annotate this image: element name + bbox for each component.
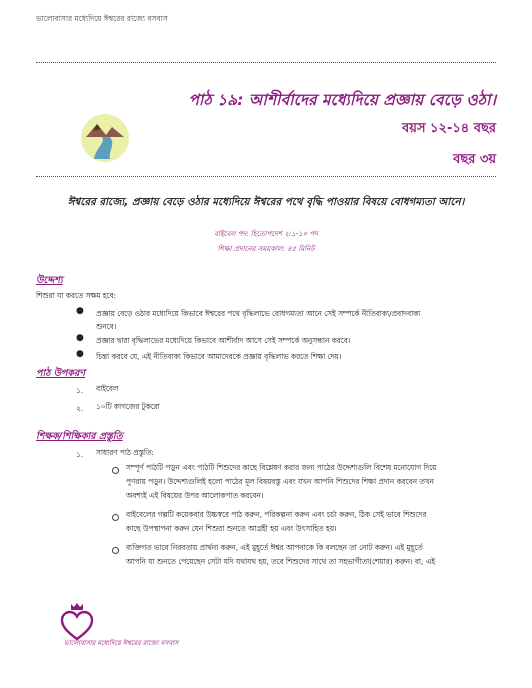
main-idea: ঈশ্বরের রাজ্যে, প্রজ্ঞায় বেড়ে ওঠার মধ্যেদিয়ে ঈশ্বরের পথে বৃদ্ধি পাওয়ার বিষয়ে বোধগম্যতা আনে। xyxy=(67,196,465,208)
objective-item-3: চিন্তা করবে যে, এই নীতিবাক্য কিভাবে আমাদেরকে প্রজ্ঞায় বৃদ্ধিলাভ করতে শিক্ষা দেয়। xyxy=(96,352,342,361)
material-item-1: বাইবেল xyxy=(96,384,119,393)
middle-divider xyxy=(36,176,496,177)
bullet-icon: ● xyxy=(76,349,84,359)
footer-text: ভালোবাসার মধ্যেদিয়ে ঈশ্বরের রাজ্যে বসবাস xyxy=(64,639,179,647)
bible-passage: বাইবেল পদ: হিতোপদেশ ২:১-১০ পদ xyxy=(214,230,318,238)
hollow-bullet-icon xyxy=(112,514,119,521)
prep-item-1-line2: পুণরায় পড়ুন। উদ্দেশ্যগুলিই হলো পাঠের মূল বিষয়বস্তু এবং যখন আপনি শিশুদের শিক্ষা প্রদান করবেন তখন xyxy=(126,477,434,486)
objective-item-1-line1: প্রজ্ঞায় বেড়ে ওঠার মধ্যেদিয়ে কিভাবে ঈশ্বরের পথে বৃদ্ধিলাভে বোধগম্যতা আনে সেই সম্পর্কে নীতিবাক্য/প্রবাদবাক্য xyxy=(96,309,421,318)
year-label: বছর ৩য় xyxy=(453,152,496,167)
objective-item-2: প্রজ্ঞার দ্বারা বৃদ্ধিলাভের মধ্যেদিয়ে কিভাবে আশীর্বাদ আসে সেই সম্পর্কে অনুসন্ধান করবে। xyxy=(96,336,351,345)
prep-item-1-line3: অবশ্যই এই বিষয়ের উপর আলোকপাত করবেন। xyxy=(126,491,264,500)
objectives-intro: শিশুরা যা করতে সক্ষম হবে: xyxy=(36,291,117,300)
teacher-prep-heading: শিক্ষক/শিক্ষিকার প্রস্তুতি xyxy=(36,431,123,442)
hollow-bullet-icon xyxy=(112,547,119,554)
material-number: ১. xyxy=(76,386,84,395)
prep-item-3-line1: ব্যক্তিগত ভাবে নিরবতায় প্রার্থনা করুন, এই মুহূর্তে ঈশ্বর আপনাকে কি বলছেন তা নোট করুন। এই মুহূর্তে xyxy=(126,543,423,552)
prep-item-3-line2: আপনি যা শুনতে পেয়েছেন সেটা যদি যথাযথ হয়, তবে শিশুদের সাথে তা সহভাগীতা(শেয়ার) করুন। বা, এই xyxy=(126,557,436,566)
age-range: বয়স ১২-১৪ বছর xyxy=(402,121,496,136)
materials-heading: পাঠ উপকরণ xyxy=(36,368,86,379)
lesson-logo-icon xyxy=(80,113,130,163)
hollow-bullet-icon xyxy=(112,467,119,474)
heart-crown-logo-icon xyxy=(60,602,94,642)
bullet-icon: ● xyxy=(76,333,84,343)
top-divider xyxy=(36,62,496,63)
lesson-duration: শিক্ষা প্রদানের সময়কাল: ৪৫ মিনিট xyxy=(217,245,315,253)
prep-step-label: সাধারণ পাঠ প্রস্তুতি: xyxy=(96,448,154,457)
material-item-2: ১০টি কাগজের টুকরো xyxy=(96,402,160,411)
material-number: ২. xyxy=(76,404,84,413)
prep-step-number: ১. xyxy=(76,450,84,459)
objective-item-1-line2: শুনবে। xyxy=(96,322,117,331)
bullet-icon: ● xyxy=(76,306,84,316)
running-header: ভালোবাসার মধ্যেদিয়ে ঈশ্বরের রাজ্যে বসবাস xyxy=(36,14,168,23)
prep-item-1-line1: সম্পূর্ণ পাঠটি পড়ুন এবং পাঠটি শিশুদের কাছে বিশ্লেষণ করার জন্য পাঠের উদ্দেশ্যগুলি বিশেষ মনোযোগ দিয়ে xyxy=(126,463,437,472)
prep-item-2-line2: কাছে উপস্থাপনা করুন যেন শিশুরা শুনতে আগ্রহী হয় এবং উৎসাহিত হয়। xyxy=(126,524,337,533)
prep-item-2-line1: বাইবেলের গল্পটি কয়েকবার উচ্চস্বরে পাঠ করুন, পরিকল্পনা করুন এবং চর্চা করুন, ঠিক সেই ভাবে শিশুদের xyxy=(126,510,427,519)
lesson-title: পাঠ ১৯: আশীর্বাদের মধ্যেদিয়ে প্রজ্ঞায় বেড়ে ওঠা। xyxy=(188,91,496,109)
objectives-heading: উদ্দেশ্য xyxy=(36,275,63,286)
